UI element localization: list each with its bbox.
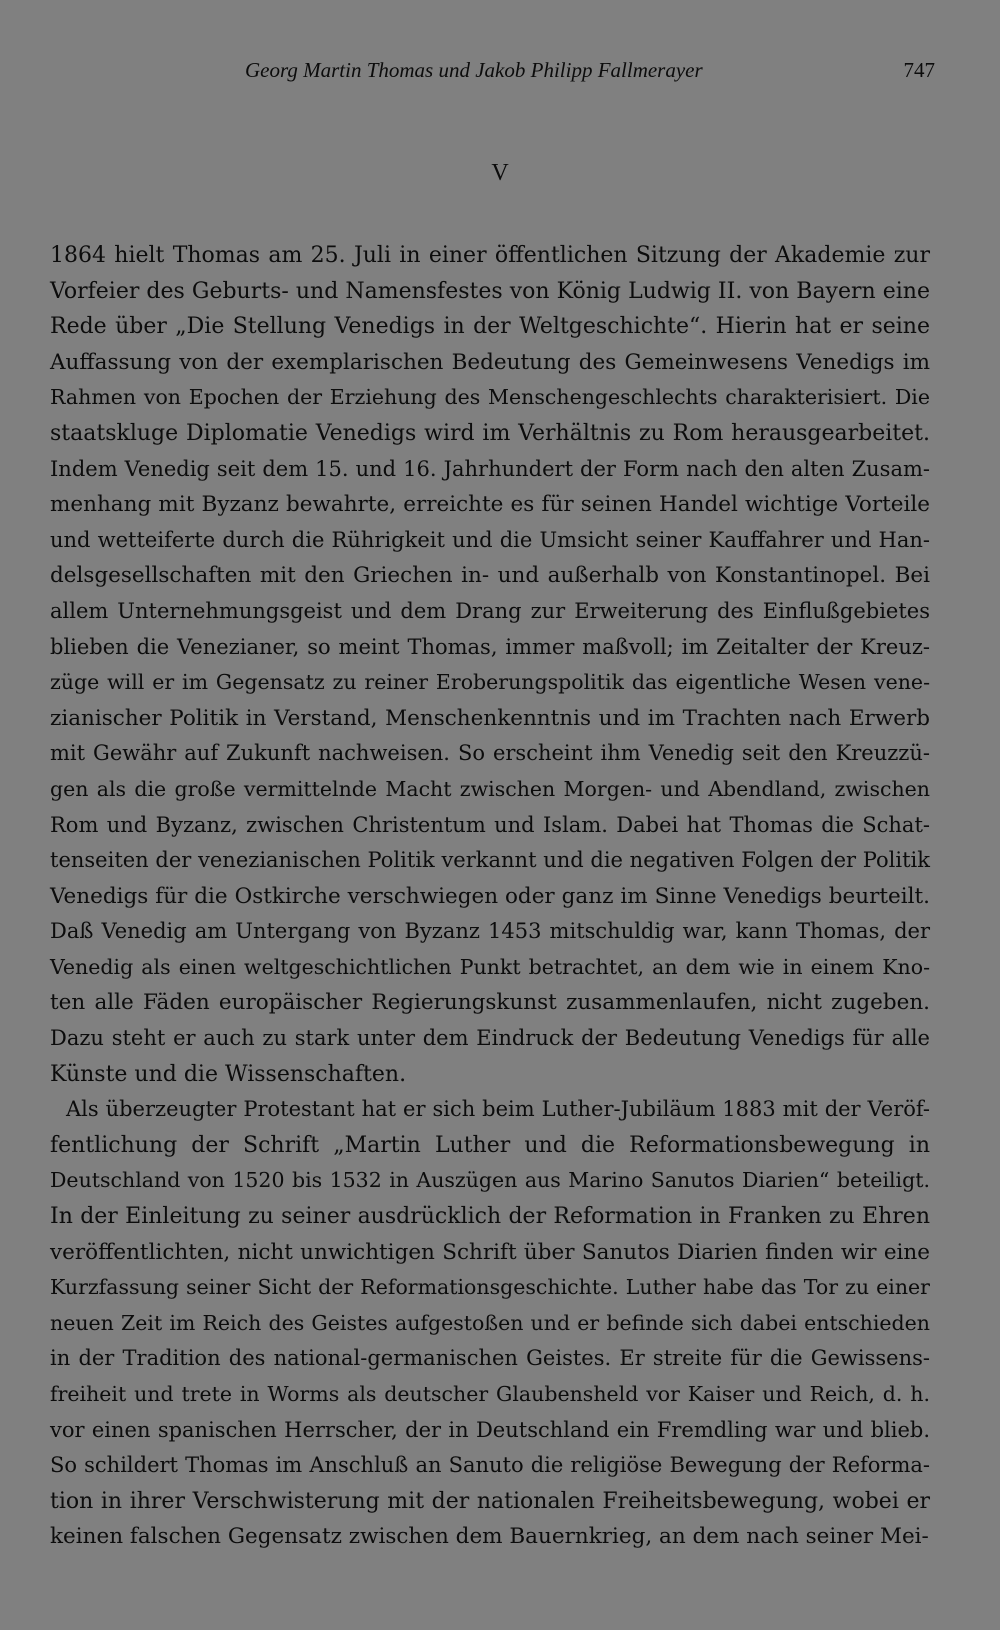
- text-line: Venedig als einen weltgeschichtlichen Punkt betrachtet, an dem wie in einem Kno-: [50, 954, 930, 979]
- text-line: blieben die Venezianer, so meint Thomas, immer maßvoll; im Zeitalter der Kreuz-: [50, 634, 930, 659]
- text-line: Künste und die Wissenschaften.: [50, 1061, 407, 1087]
- text-line: Indem Venedig seit dem 15. und 16. Jahrhundert der Form nach den alten Zusam-: [50, 456, 930, 481]
- text-line: zianischer Politik in Verstand, Menschenkenntnis und im Trachten nach Erwerb: [50, 705, 930, 731]
- text-line: Rahmen von Epochen der Erziehung des Menschengeschlechts charakterisiert. Die: [50, 385, 930, 410]
- text-line: tenseiten der venezianischen Politik verkannt und die negativen Folgen der Politik: [50, 848, 930, 873]
- section-heading: V: [491, 160, 509, 186]
- text-line: Vorfeier des Geburts- und Namensfestes von König Ludwig II. von Bayern eine: [50, 278, 930, 304]
- text-line: fentlichung der Schrift „Martin Luther und die Reformationsbewegung in: [50, 1132, 930, 1158]
- text-line: Als überzeugter Protestant hat er sich beim Luther-Jubiläum 1883 mit der Veröf-: [66, 1097, 930, 1122]
- text-line: 1864 hielt Thomas am 25. Juli in einer öffentlichen Sitzung der Akademie zur: [50, 243, 930, 268]
- text-line: neuen Zeit im Reich des Geistes aufgestoßen und er befinde sich dabei entschieden: [50, 1310, 930, 1335]
- text-line: in der Tradition des national-germanischen Geistes. Er streite für die Gewissens-: [50, 1346, 930, 1371]
- running-header-title: Georg Martin Thomas und Jakob Philipp Fallmerayer: [245, 58, 703, 82]
- running-header: [245, 58, 935, 98]
- text-line: mit Gewähr auf Zukunft nachweisen. So erscheint ihm Venedig seit den Kreuzzü-: [50, 741, 930, 766]
- text-line: Kurzfassung seiner Sicht der Reformationsgeschichte. Luther habe das Tor zu einer: [50, 1275, 930, 1300]
- text-line: Dazu steht er auch zu stark unter dem Eindruck der Bedeutung Venedigs für alle: [50, 1026, 930, 1051]
- text-line: Rede über „Die Stellung Venedigs in der Weltgeschichte“. Hierin hat er seine: [50, 314, 930, 340]
- page-number: 747: [903, 58, 935, 82]
- text-line: und wetteiferte durch die Rührigkeit und die Umsicht seiner Kauffahrer und Han-: [50, 527, 930, 552]
- text-line: ten alle Fäden europäischer Regierungskunst zusammenlaufen, nicht zugeben.: [50, 990, 930, 1016]
- paragraph: [50, 1092, 930, 1555]
- text-line: menhang mit Byzanz bewahrte, erreichte es für seinen Handel wichtige Vorteile: [50, 492, 930, 518]
- text-line: keinen falschen Gegensatz zwischen dem Bauernkrieg, an dem nach seiner Mei-: [50, 1524, 929, 1550]
- text-line: freiheit und trete in Worms als deutscher Glaubensheld vor Kaiser und Reich, d. h.: [50, 1382, 930, 1406]
- body-text: [50, 238, 930, 1555]
- text-line: Rom und Byzanz, zwischen Christentum und Islam. Dabei hat Thomas die Schat-: [50, 812, 930, 837]
- text-line: So schildert Thomas im Anschluß an Sanuto die religiöse Bewegung der Reforma-: [50, 1453, 930, 1478]
- text-line: In der Einleitung zu seiner ausdrücklich der Reformation in Franken zu Ehren: [50, 1204, 930, 1230]
- text-line: gen als die große vermittelnde Macht zwischen Morgen- und Abendland, zwischen: [50, 776, 930, 801]
- text-line: Auffassung von der exemplarischen Bedeutung des Gemeinwesens Venedigs im: [50, 349, 930, 375]
- text-line: Daß Venedig am Untergang von Byzanz 1453 mitschuldig war, kann Thomas, der: [50, 919, 930, 944]
- text-line: veröffentlichten, nicht unwichtigen Schrift über Sanutos Diarien finden wir eine: [50, 1239, 930, 1265]
- text-line: staatskluge Diplomatie Venedigs wird im Verhältnis zu Rom herausgearbeitet.: [50, 420, 930, 446]
- text-line: delsgesellschaften mit den Griechen in- und außerhalb von Konstantinopel. Bei: [50, 563, 930, 589]
- text-line: allem Unternehmungsgeist und dem Drang zur Erweiterung des Einflußgebietes: [50, 598, 930, 623]
- paragraph: [50, 238, 930, 1092]
- text-line: vor einen spanischen Herrscher, der in Deutschland ein Fremdling war und blieb.: [50, 1417, 930, 1442]
- text-line: züge will er im Gegensatz zu reiner Eroberungspolitik das eigentliche Wesen vene-: [50, 670, 930, 695]
- text-line: tion in ihrer Verschwisterung mit der nationalen Freiheitsbewegung, wobei er: [50, 1488, 930, 1514]
- text-line: Deutschland von 1520 bis 1532 in Auszügen aus Marino Sanutos Diarien“ beteiligt.: [50, 1168, 930, 1193]
- text-line: Venedigs für die Ostkirche verschwiegen oder ganz im Sinne Venedigs beurteilt.: [50, 883, 930, 909]
